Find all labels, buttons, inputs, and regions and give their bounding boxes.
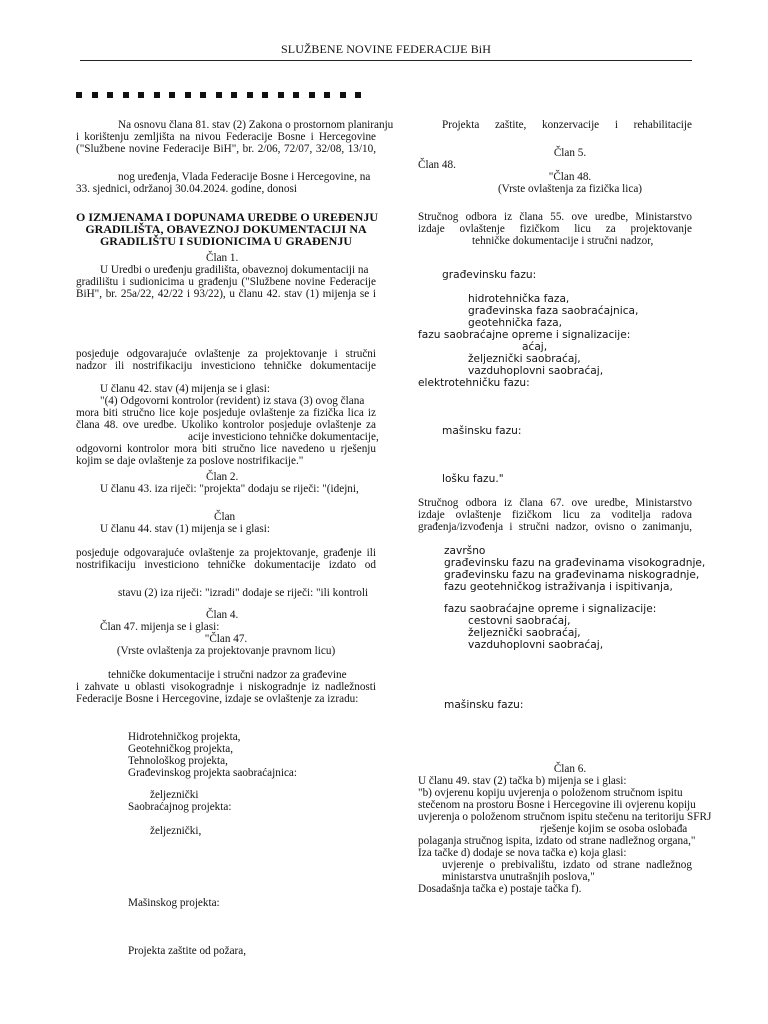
text-line: i korištenju zemljišta na nivou Federacije Bosne i Hercegovine	[76, 131, 376, 143]
list-item: željeznički saobraćaj,	[468, 353, 581, 365]
list-item: završno	[444, 545, 486, 557]
list-item: građevinska faza saobraćajnica,	[468, 305, 639, 317]
list-item: mašinsku fazu:	[442, 425, 522, 437]
text-line: gradilištu i sudionicima u građenju ("Službene novine Federacije	[76, 276, 376, 288]
text-line: stečenom na prostoru Bosne i Hercegovine ili ovjerenu kopiju	[418, 799, 696, 811]
text-line: izdaje ovlaštenje fizičkom licu za projektovanje	[418, 223, 692, 235]
text-line: kojim se daje ovlaštenje za poslove nostrifikacije."	[76, 455, 304, 467]
list-item: aćaj,	[522, 341, 548, 353]
decree-title: GRADILIŠTU I SUDIONICIMA U GRAĐENJU	[99, 234, 353, 248]
text-line: člana 48. ove uredbe. Ukoliko kontrolor posjeduje ovlaštenje za	[76, 419, 376, 431]
text-line: polaganja stručnog ispita, izdato od strane nadležnog organa,"	[418, 835, 696, 847]
text-line: U članu 42. stav (4) mijenja se i glasi:	[100, 383, 270, 395]
list-item: željeznički	[150, 789, 199, 801]
text-line: U Uredbi o uređenju gradilišta, obaveznoj dokumentaciji na	[100, 264, 369, 276]
text-line: U članu 44. stav (1) mijenja se i glasi:	[100, 523, 270, 535]
list-item: Geotehničkog projekta,	[128, 743, 234, 755]
list-item: fazu saobraćajne opreme i signalizacije:	[418, 329, 631, 341]
text-line: BiH", br. 25a/22, 42/22 i 93/22), u članu 42. stav (1) mijenja se i	[76, 288, 376, 300]
text-line: Član 47. mijenja se i glasi:	[100, 621, 220, 633]
list-item: građevinsku fazu na građevinama visokogradnje,	[444, 557, 706, 569]
article-subheading: (Vrste ovlaštenja za projektovanje pravnom licu)	[116, 645, 336, 657]
text-line: uvjerenja o položenom stručnom ispitu stečenu na teritoriju SFRJ	[418, 811, 712, 823]
list-item: Hidrotehničkog projekta,	[128, 731, 241, 743]
list-item: cestovni saobraćaj,	[468, 615, 571, 627]
list-item: fazu geotehničkog istraživanja i ispitivanja,	[444, 581, 673, 593]
article-heading: Član	[214, 511, 236, 523]
article-subheading: (Vrste ovlaštenja za fizička lica)	[497, 183, 643, 195]
text-line: nadzor ili nostrifikaciju investiciono tehničke dokumentacije	[76, 360, 376, 372]
text-line: uvjerenje o prebivalištu, izdato od strane nadležnog	[442, 859, 692, 871]
text-line: Stručnog odbora iz člana 67. ove uredbe, Ministarstvo	[418, 497, 692, 509]
decree-title: GRADILIŠTA, OBAVEZNOJ DOKUMENTACIJI NA	[85, 222, 367, 236]
text-line: Iza tačke d) dodaje se nova tačka e) koja glasi:	[418, 847, 627, 859]
text-line: rješenje kojim se osoba oslobađa	[540, 823, 688, 835]
list-item: lošku fazu."	[442, 473, 504, 485]
text-line: ("Službene novine Federacije BiH", br. 2/06, 72/07, 32/08, 13/10,	[76, 143, 376, 155]
text-line: U članu 43. iza riječi: "projekta" dodaju se riječi: "(idejni,	[100, 483, 359, 495]
text-line: Federacije Bosne i Hercegovine, izdaje se ovlaštenje za izradu:	[76, 693, 359, 705]
list-item: Saobraćajnog projekta:	[128, 801, 232, 813]
article-heading: "Član 47.	[204, 633, 248, 645]
text-line: nog uređenja, Vlada Federacije Bosne i Hercegovine, na	[118, 171, 371, 183]
list-item: Tehnološkog projekta,	[128, 755, 228, 767]
text-line: izdaje ovlaštenje fizičkom licu za voditelja radova	[418, 509, 692, 521]
list-item: građevinsku fazu:	[442, 269, 537, 281]
text-line: "(4) Odgovorni kontrolor (revident) iz stava (3) ovog člana	[100, 395, 365, 407]
list-item: fazu saobraćajne opreme i signalizacije:	[444, 603, 657, 615]
list-item: željeznički saobraćaj,	[468, 627, 581, 639]
article-heading: Član 6.	[553, 763, 587, 775]
text-line: posjeduje odgovarajuće ovlaštenje za projektovanje i stručni	[76, 348, 376, 360]
text-line: acije investiciono tehničke dokumentacije,	[188, 431, 379, 443]
list-item: geotehnička faza,	[468, 317, 563, 329]
text-line: odgovorni kontrolor mora biti stručno lice navedeno u rješenju	[76, 443, 376, 455]
text-line: tehničke dokumentacije i stručni nadzor za građevine	[108, 669, 347, 681]
list-item: elektrotehničku fazu:	[418, 377, 530, 389]
list-item: vazduhoplovni saobraćaj,	[468, 639, 604, 651]
text-line: Projekta zaštite, konzervacije i rehabilitacije	[442, 119, 692, 131]
text-line: 33. sjednici, održanoj 30.04.2024. godine, donosi	[76, 183, 297, 195]
article-heading: Član 2.	[206, 471, 239, 483]
text-line: Stručnog odbora iz člana 55. ove uredbe, Ministarstvo	[418, 211, 692, 223]
list-item: Projekta zaštite od požara,	[128, 945, 247, 957]
list-item: Mašinskog projekta:	[128, 897, 220, 909]
text-line: posjeduje odgovarajuće ovlaštenje za projektovanje, građenje ili	[76, 547, 376, 559]
right-column	[418, 0, 712, 1024]
list-item: hidrotehnička faza,	[468, 293, 570, 305]
list-item: vazduhoplovni saobraćaj,	[468, 365, 604, 377]
list-item: građevinsku fazu na građevinama niskogradnje,	[444, 569, 700, 581]
article-heading: "Član 48.	[548, 171, 592, 183]
decree-title: O IZMJENAMA I DOPUNAMA UREDBE O UREĐENJU	[76, 210, 379, 224]
text-line: Član 48.	[418, 159, 456, 171]
article-heading: Član 4.	[206, 609, 239, 621]
text-line: građenja/izvođenja i stručni nadzor, ovisno o zanimanju,	[418, 521, 692, 533]
text-line: U članu 49. stav (2) tačka b) mijenja se i glasi:	[418, 775, 627, 787]
text-line: ministarstva unutrašnjih poslova,"	[442, 871, 595, 883]
text-line: "b) ovjerenu kopiju uvjerenja o položenom stručnom ispitu	[418, 787, 683, 799]
text-line: i zahvate u oblasti visokogradnje i niskogradnje iz nadležnosti	[76, 681, 376, 693]
text-line: nostrifikaciju investiciono tehničke dokumentacije izdato od	[76, 559, 376, 571]
list-item: mašinsku fazu:	[444, 699, 524, 711]
text-line: Na osnovu člana 81. stav (2) Zakona o prostornom planiranju	[118, 119, 394, 131]
page-header: SLUŽBENE NOVINE FEDERACIJE BiH	[281, 42, 491, 56]
text-line: mora biti stručno lice koje posjeduje ovlaštenje za fizička lica iz	[76, 407, 376, 419]
text-line: tehničke dokumentacije i stručni nadzor,	[472, 235, 654, 247]
article-heading: Član 1.	[206, 252, 239, 264]
text-line: stavu (2) iza riječi: "izradi" dodaje se riječi: "ili kontroli	[118, 587, 369, 599]
text-line: Dosadašnja tačka e) postaje tačka f).	[418, 883, 582, 895]
left-column	[76, 0, 394, 1024]
list-item: željeznički,	[150, 825, 202, 837]
list-item: Građevinskog projekta saobraćajnica:	[128, 767, 297, 779]
article-heading: Član 5.	[553, 147, 587, 159]
